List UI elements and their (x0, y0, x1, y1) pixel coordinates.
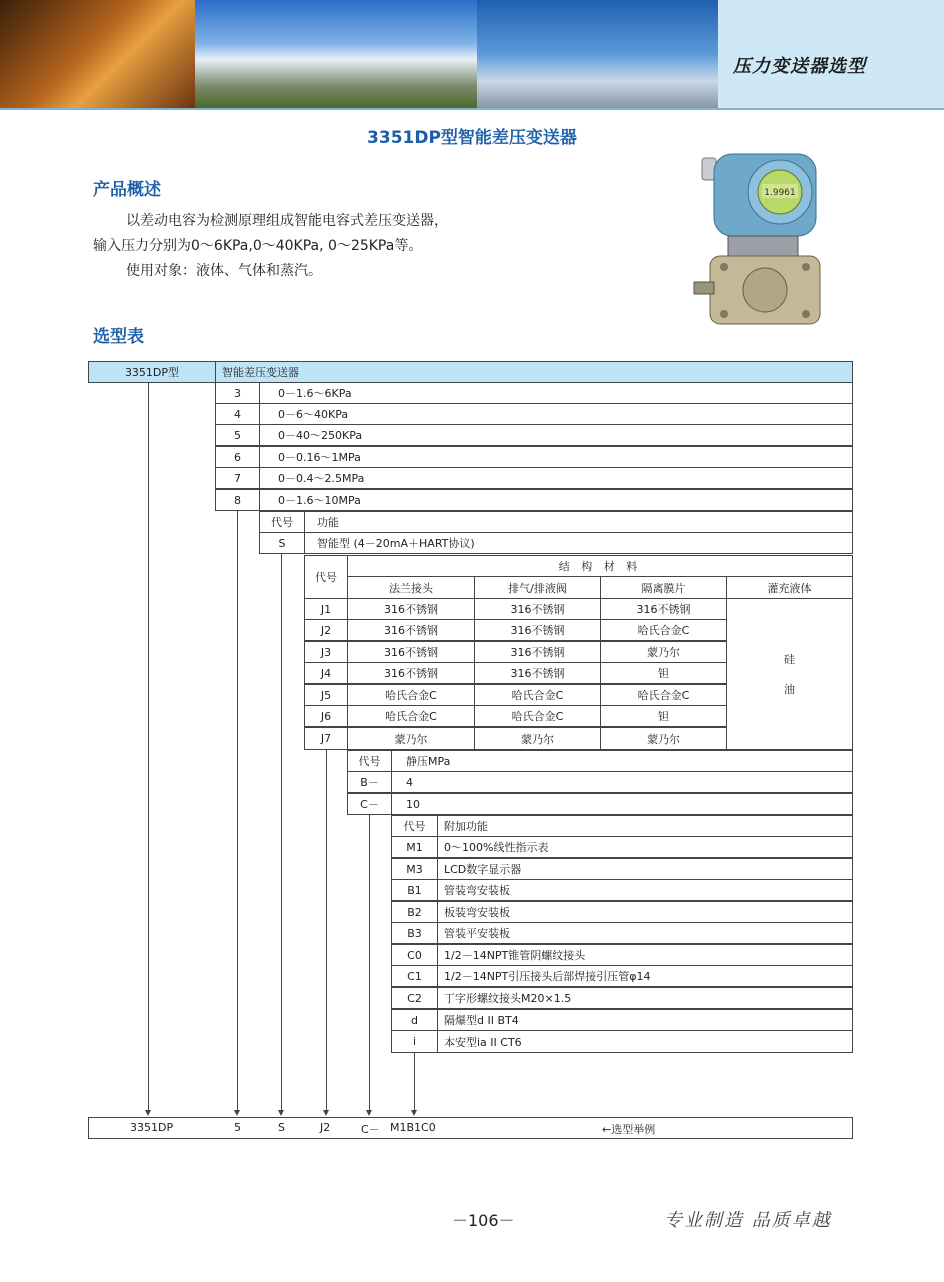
arrow-down-icon (145, 1110, 151, 1116)
example-options: M1B1C0 (390, 1121, 436, 1134)
static-value: 4 (391, 771, 853, 793)
transmitter-image (690, 152, 850, 342)
option-header: 附加功能 (437, 815, 853, 837)
overview-heading: 产品概述 (93, 180, 161, 200)
range-value: 0－1.6～10MPa (259, 489, 853, 511)
material-flange: 蒙乃尔 (347, 727, 475, 750)
material-valve: 316不锈钢 (474, 598, 601, 620)
arrow-down-icon (323, 1110, 329, 1116)
storage-tanks-photo (477, 0, 718, 108)
material-diaphragm: 蒙乃尔 (600, 727, 727, 750)
fill-liquid-line-2: 油 (784, 683, 795, 696)
static-code: C－ (347, 793, 392, 815)
material-group-header: 结 构 材 料 (347, 555, 853, 577)
header-banner (0, 0, 944, 108)
col-fill-liquid: 灌充液体 (726, 576, 853, 599)
option-value: 本安型ia II CT6 (437, 1030, 853, 1053)
col-diaphragm: 隔离膜片 (600, 576, 727, 599)
material-valve: 316不锈钢 (474, 662, 601, 684)
option-code: C0 (391, 944, 438, 966)
range-code: 4 (215, 403, 260, 425)
material-diaphragm: 316不锈钢 (600, 598, 727, 620)
section-title: 压力变送器选型 (733, 56, 866, 77)
example-model: 3351DP (130, 1121, 174, 1134)
range-code: 6 (215, 446, 260, 468)
material-code: J4 (304, 662, 348, 684)
option-value: 0～100%线性指示表 (437, 836, 853, 858)
option-code: C1 (391, 965, 438, 987)
range-code: 8 (215, 489, 260, 511)
connector-line (326, 750, 327, 1111)
footer-slogan: 专业制造 品质卓越 (664, 1210, 832, 1231)
overview-line-2: 输入压力分别为0～6KPa,0～40KPa, 0～25KPa等。 (93, 238, 423, 254)
option-value: 管装平安装板 (437, 922, 853, 944)
svg-text:1.9961: 1.9961 (764, 188, 796, 198)
material-code: J5 (304, 684, 348, 706)
material-flange: 316不锈钢 (347, 641, 475, 663)
banner-divider (0, 108, 944, 110)
material-flange: 316不锈钢 (347, 662, 475, 684)
example-function: S (278, 1121, 285, 1134)
arrow-down-icon (278, 1110, 284, 1116)
material-flange: 哈氏合金C (347, 705, 475, 727)
range-value: 0－0.16～1MPa (259, 446, 853, 468)
option-code-header: 代号 (391, 815, 438, 837)
option-code: B2 (391, 901, 438, 923)
material-code: J1 (304, 598, 348, 620)
connector-line (148, 383, 149, 1111)
material-flange: 316不锈钢 (347, 619, 475, 641)
option-value: 隔爆型d II BT4 (437, 1009, 853, 1031)
document-title: 3351DP型智能差压变送器 (367, 128, 577, 148)
range-value: 0－0.4～2.5MPa (259, 467, 853, 489)
material-code: J3 (304, 641, 348, 663)
power-plant-photo (195, 0, 477, 108)
option-code: B1 (391, 879, 438, 901)
material-diaphragm: 钽 (600, 662, 727, 684)
connector-line (414, 1053, 415, 1111)
material-valve: 316不锈钢 (474, 619, 601, 641)
function-header: 功能 (304, 511, 853, 533)
material-code-header: 代号 (304, 555, 348, 599)
option-code: d (391, 1009, 438, 1031)
connector-line (237, 511, 238, 1111)
static-code: B－ (347, 771, 392, 793)
material-flange: 哈氏合金C (347, 684, 475, 706)
range-code: 3 (215, 382, 260, 404)
range-value: 0－6～40KPa (259, 403, 853, 425)
function-code: S (259, 532, 305, 554)
material-diaphragm: 哈氏合金C (600, 619, 727, 641)
material-diaphragm: 钽 (600, 705, 727, 727)
selection-heading: 选型表 (93, 327, 144, 347)
option-code: M1 (391, 836, 438, 858)
function-value: 智能型 (4－20mA＋HART协议) (304, 532, 853, 554)
range-value: 0－1.6～6KPa (259, 382, 853, 404)
overview-line-3: 使用对象：液体、气体和蒸汽。 (126, 263, 322, 279)
range-code: 5 (215, 424, 260, 446)
material-diaphragm: 蒙乃尔 (600, 641, 727, 663)
static-header: 静压MPa (391, 750, 853, 772)
option-value: 1/2－14NPT引压接头后部焊接引压管φ14 (437, 965, 853, 987)
example-row (88, 1117, 853, 1139)
arrow-down-icon (366, 1110, 372, 1116)
overview-line-1: 以差动电容为检测原理组成智能电容式差压变送器， (126, 213, 448, 229)
material-code: J2 (304, 619, 348, 641)
model-code-cell: 3351DP型 (88, 361, 216, 383)
material-flange: 316不锈钢 (347, 598, 475, 620)
fill-liquid-cell (726, 598, 853, 750)
material-valve: 316不锈钢 (474, 641, 601, 663)
material-valve: 哈氏合金C (474, 684, 601, 706)
material-code: J6 (304, 705, 348, 727)
option-value: 丁字形螺纹接头M20×1.5 (437, 987, 853, 1009)
range-code: 7 (215, 467, 260, 489)
option-value: LCD数字显示器 (437, 858, 853, 880)
option-value: 管装弯安装板 (437, 879, 853, 901)
material-valve: 哈氏合金C (474, 705, 601, 727)
option-code: i (391, 1030, 438, 1053)
option-code: M3 (391, 858, 438, 880)
arrow-down-icon (411, 1110, 417, 1116)
arrow-down-icon (234, 1110, 240, 1116)
static-value: 10 (391, 793, 853, 815)
handshake-photo (0, 0, 195, 108)
material-valve: 蒙乃尔 (474, 727, 601, 750)
option-code: C2 (391, 987, 438, 1009)
material-diaphragm: 哈氏合金C (600, 684, 727, 706)
material-code: J7 (304, 727, 348, 750)
example-label: ←选型举例 (602, 1123, 656, 1136)
fill-liquid-line-1: 硅 (784, 653, 795, 666)
col-flange: 法兰接头 (347, 576, 475, 599)
connector-line (281, 554, 282, 1111)
example-static: C－ (361, 1123, 380, 1136)
page-number: －106－ (452, 1211, 515, 1230)
option-value: 板装弯安装板 (437, 901, 853, 923)
option-code: B3 (391, 922, 438, 944)
example-range: 5 (234, 1121, 241, 1134)
option-value: 1/2－14NPT锥管阴螺纹接头 (437, 944, 853, 966)
example-material: J2 (320, 1121, 331, 1134)
static-code-header: 代号 (347, 750, 392, 772)
function-code-header: 代号 (259, 511, 305, 533)
range-value: 0－40～250KPa (259, 424, 853, 446)
connector-line (369, 815, 370, 1111)
model-name-cell: 智能差压变送器 (215, 361, 853, 383)
col-valve: 排气/排液阀 (474, 576, 601, 599)
